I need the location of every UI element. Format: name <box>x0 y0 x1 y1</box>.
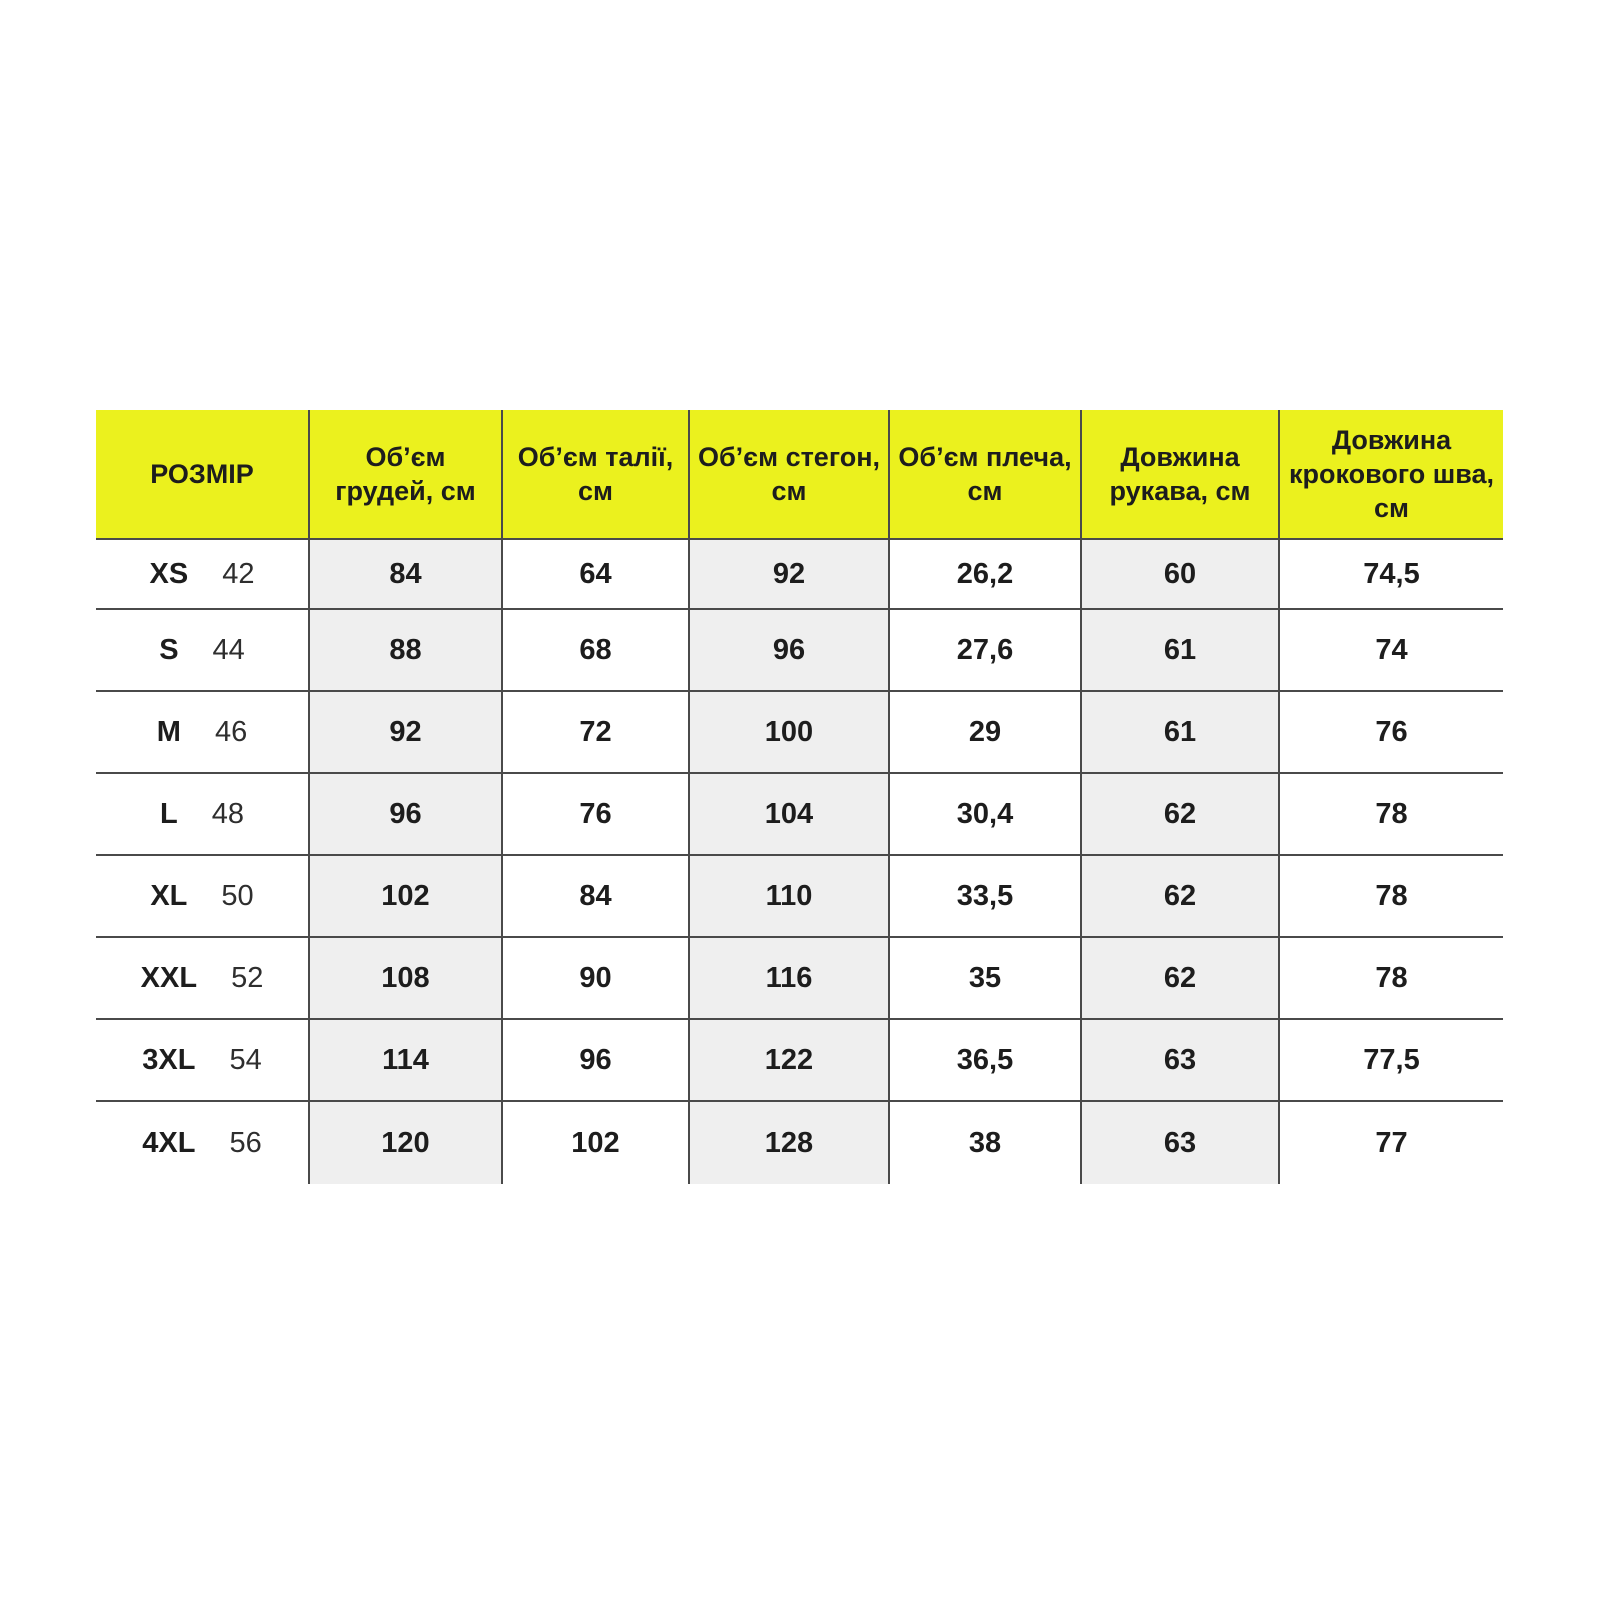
value-cell: 76 <box>1375 715 1408 748</box>
table-row <box>96 1020 1503 1102</box>
value-cell: 76 <box>503 774 690 854</box>
size-cell <box>96 856 310 936</box>
header-cell-size: РОЗМІР <box>96 410 310 538</box>
value-cell: 26,2 <box>890 540 1082 608</box>
header-cell-sleeve: Довжина рукава, см <box>1082 410 1280 538</box>
value-cell: 77 <box>1375 1126 1408 1159</box>
value-cell: 36,5 <box>890 1020 1082 1100</box>
size-cell <box>96 610 310 690</box>
value-cell: 60 <box>1082 540 1280 608</box>
value-cell: 122 <box>690 1020 890 1100</box>
value-cell: 30,4 <box>890 774 1082 854</box>
value-cell: 77,5 <box>1363 1043 1420 1076</box>
value-cell: 33,5 <box>890 856 1082 936</box>
size-number: 42 <box>222 557 255 590</box>
value-cell: 92 <box>690 540 890 608</box>
value-cell: 88 <box>310 610 503 690</box>
value-cell: 62 <box>1082 774 1280 854</box>
size-label: S <box>159 633 179 666</box>
header-cell-hips: Об’єм стегон, см <box>690 410 890 538</box>
size-cell <box>96 774 310 854</box>
size-cell <box>96 692 310 772</box>
table-header-row <box>96 410 1503 540</box>
size-cell <box>96 1020 310 1100</box>
value-cell: 96 <box>503 1020 690 1100</box>
value-cell: 78 <box>1375 961 1408 994</box>
value-cell: 102 <box>503 1102 690 1184</box>
value-cell: 27,6 <box>890 610 1082 690</box>
size-label: M <box>156 715 181 748</box>
size-cell <box>96 938 310 1018</box>
value-cell: 29 <box>890 692 1082 772</box>
size-label: XS <box>149 557 189 590</box>
size-number: 52 <box>231 961 264 994</box>
size-chart-table <box>96 410 1503 1184</box>
size-number: 48 <box>211 797 244 830</box>
size-label: 4XL <box>142 1126 196 1159</box>
value-cell: 61 <box>1082 610 1280 690</box>
size-number: 54 <box>229 1043 262 1076</box>
value-cell: 108 <box>310 938 503 1018</box>
value-cell: 128 <box>690 1102 890 1184</box>
value-cell: 116 <box>690 938 890 1018</box>
value-cell: 68 <box>503 610 690 690</box>
size-label: 3XL <box>142 1043 196 1076</box>
size-number: 46 <box>214 715 248 748</box>
value-cell: 100 <box>690 692 890 772</box>
header-cell-shoulder: Об’єм плеча, см <box>890 410 1082 538</box>
size-number: 44 <box>212 633 245 666</box>
size-number: 56 <box>229 1126 262 1159</box>
value-cell: 78 <box>1375 879 1408 912</box>
value-cell: 104 <box>690 774 890 854</box>
value-cell: 114 <box>310 1020 503 1100</box>
size-label: XL <box>150 879 188 912</box>
size-label: L <box>160 797 178 830</box>
value-cell: 102 <box>310 856 503 936</box>
table-row <box>96 938 1503 1020</box>
size-number: 50 <box>221 879 254 912</box>
table-row <box>96 856 1503 938</box>
value-cell: 61 <box>1082 692 1280 772</box>
value-cell: 63 <box>1082 1020 1280 1100</box>
value-cell: 62 <box>1082 938 1280 1018</box>
value-cell: 90 <box>503 938 690 1018</box>
value-cell: 78 <box>1375 797 1408 830</box>
table-row <box>96 610 1503 692</box>
value-cell: 74 <box>1375 633 1408 666</box>
value-cell: 63 <box>1082 1102 1280 1184</box>
table-row <box>96 540 1503 610</box>
table-row <box>96 1102 1503 1184</box>
size-cell <box>96 1102 310 1184</box>
size-label: XXL <box>140 961 198 994</box>
table-row <box>96 774 1503 856</box>
value-cell: 35 <box>890 938 1082 1018</box>
value-cell: 96 <box>310 774 503 854</box>
size-cell <box>96 540 310 608</box>
header-cell-waist: Об’єм талії, см <box>503 410 690 538</box>
value-cell: 74,5 <box>1363 557 1420 590</box>
header-cell-chest: Об’єм грудей, см <box>310 410 503 538</box>
value-cell: 64 <box>503 540 690 608</box>
value-cell: 84 <box>310 540 503 608</box>
header-cell-inseam: Довжина крокового шва, см <box>1280 410 1503 538</box>
table-row <box>96 692 1503 774</box>
value-cell: 120 <box>310 1102 503 1184</box>
value-cell: 38 <box>890 1102 1082 1184</box>
value-cell: 92 <box>310 692 503 772</box>
value-cell: 84 <box>503 856 690 936</box>
value-cell: 72 <box>503 692 690 772</box>
value-cell: 62 <box>1082 856 1280 936</box>
value-cell: 110 <box>690 856 890 936</box>
value-cell: 96 <box>690 610 890 690</box>
